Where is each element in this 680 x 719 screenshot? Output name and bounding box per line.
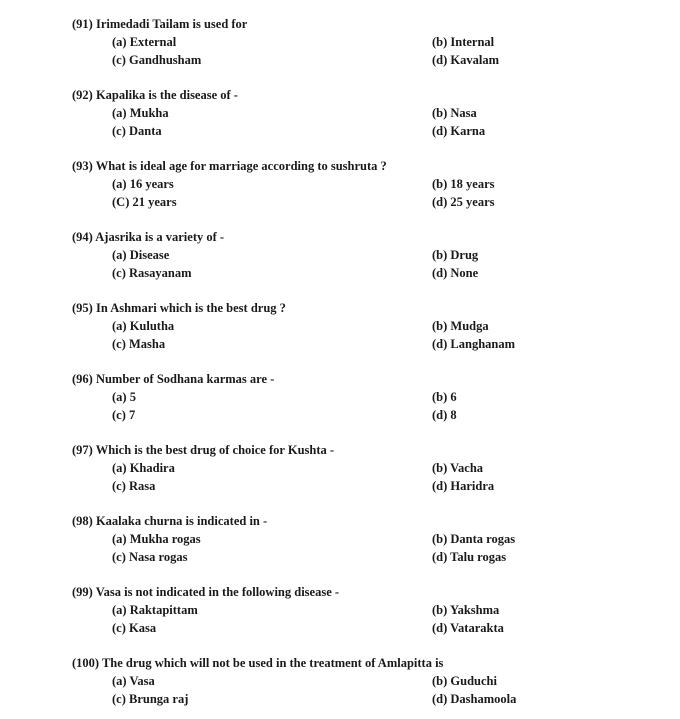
question-92 (0, 87, 680, 147)
question-94 (0, 229, 680, 289)
option-d: (d) Haridra (432, 479, 495, 493)
question-96 (0, 371, 680, 431)
question-99 (0, 584, 680, 644)
question-stem: (92) Kapalika is the disease of - (72, 88, 238, 102)
option-a: (a) Raktapittam (112, 603, 198, 617)
option-c: (c) Gandhusham (112, 53, 202, 67)
option-b: (b) Danta rogas (432, 532, 516, 546)
question-95 (0, 300, 680, 360)
option-b: (b) Guduchi (432, 674, 497, 688)
option-b: (b) 6 (432, 390, 457, 404)
option-d: (d) Karna (432, 124, 486, 138)
question-93 (0, 158, 680, 218)
option-a: (a) Vasa (112, 674, 155, 688)
option-c: (c) Brunga raj (112, 692, 189, 706)
option-c: (C) 21 years (112, 195, 177, 209)
question-stem: (99) Vasa is not indicated in the following disease - (72, 585, 340, 599)
question-stem: (95) In Ashmari which is the best drug ? (72, 301, 286, 315)
question-97 (0, 442, 680, 502)
option-b: (b) Vacha (432, 461, 484, 475)
option-d: (d) 8 (432, 408, 457, 422)
option-b: (b) Internal (432, 35, 495, 49)
option-d: (d) Vatarakta (432, 621, 504, 635)
option-b: (b) Drug (432, 248, 479, 262)
option-c: (c) Nasa rogas (112, 550, 188, 564)
option-d: (d) Kavalam (432, 53, 500, 67)
question-stem: (94) Ajasrika is a variety of - (72, 230, 225, 244)
option-b: (b) Yakshma (432, 603, 500, 617)
question-stem: (96) Number of Sodhana karmas are - (72, 372, 275, 386)
option-d: (d) None (432, 266, 479, 280)
option-c: (c) Rasa (112, 479, 156, 493)
option-d: (d) Langhanam (432, 337, 516, 351)
option-d: (d) Talu rogas (432, 550, 507, 564)
option-a: (a) External (112, 35, 177, 49)
question-91 (0, 16, 680, 76)
option-a: (a) Mukha rogas (112, 532, 201, 546)
option-a: (a) Disease (112, 248, 170, 262)
option-d: (d) 25 years (432, 195, 495, 209)
question-stem: (91) Irimedadi Tailam is used for (72, 17, 248, 31)
question-stem: (97) Which is the best drug of choice for Kushta - (72, 443, 335, 457)
option-a: (a) 16 years (112, 177, 174, 191)
option-b: (b) Nasa (432, 106, 477, 120)
option-c: (c) 7 (112, 408, 136, 422)
question-stem: (93) What is ideal age for marriage according to sushruta ? (72, 159, 387, 173)
option-b: (b) Mudga (432, 319, 489, 333)
option-a: (a) Kulutha (112, 319, 175, 333)
question-98 (0, 513, 680, 573)
option-c: (c) Masha (112, 337, 166, 351)
option-a: (a) Mukha (112, 106, 169, 120)
option-b: (b) 18 years (432, 177, 495, 191)
question-stem: (100) The drug which will not be used in the treatment of Amlapitta is (72, 656, 444, 670)
option-d: (d) Dashamoola (432, 692, 517, 706)
question-stem: (98) Kaalaka churna is indicated in - (72, 514, 268, 528)
option-c: (c) Rasayanam (112, 266, 192, 280)
option-a: (a) Khadira (112, 461, 175, 475)
question-100 (0, 655, 680, 715)
option-c: (c) Danta (112, 124, 162, 138)
option-c: (c) Kasa (112, 621, 157, 635)
option-a: (a) 5 (112, 390, 136, 404)
